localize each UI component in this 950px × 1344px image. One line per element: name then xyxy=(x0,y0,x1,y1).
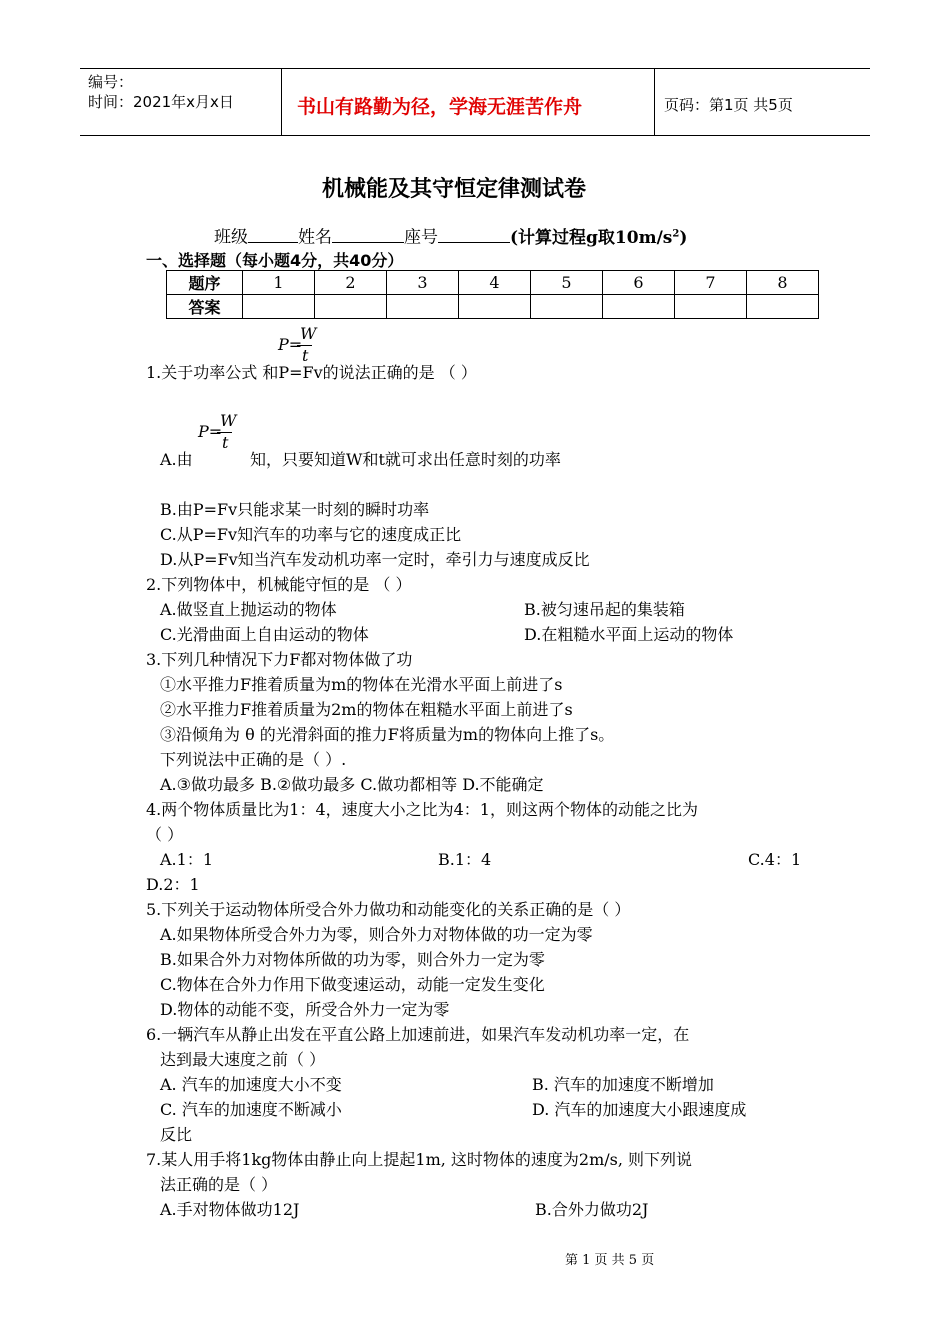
answer-cell[interactable] xyxy=(531,295,603,319)
table-label-answer: 答案 xyxy=(167,295,243,319)
header-time-label: 时间：2021年x月x日 xyxy=(88,93,234,111)
q5-option-a: A.如果物体所受合外力为零，则合外力对物体做的功一定为零 xyxy=(160,925,593,944)
q5-option-d: D.物体的动能不变，所受合外力一定为零 xyxy=(160,1000,450,1019)
question-2: 2.下列物体中，机械能守恒的是 （ ） xyxy=(146,575,412,594)
q3-prompt: 下列说法中正确的是（ ）. xyxy=(160,750,347,769)
power-formula: P= W t xyxy=(278,324,317,365)
q6-option-d: D. 汽车的加速度大小跟速度成 xyxy=(532,1100,747,1119)
q1-option-d: D.从P=Fv知当汽车发动机功率一定时，牵引力与速度成反比 xyxy=(160,550,590,569)
class-blank[interactable] xyxy=(248,242,298,243)
q2-option-b: B.被匀速吊起的集装箱 xyxy=(524,600,685,619)
answer-table xyxy=(166,270,819,319)
q3-options: A.③做功最多 B.②做功最多 C.做功都相等 D.不能确定 xyxy=(160,775,544,794)
page-footer: 第 1 页 共 5 页 xyxy=(565,1253,655,1268)
answer-cell[interactable] xyxy=(747,295,819,319)
question-5: 5.下列关于运动物体所受合外力做功和动能变化的关系正确的是（ ） xyxy=(146,900,631,919)
q4-paren: （ ） xyxy=(146,825,184,844)
page-title: 机械能及其守恒定律测试卷 xyxy=(322,177,587,202)
q5-option-b: B.如果合外力对物体所做的功为零，则合外力一定为零 xyxy=(160,950,545,969)
header-divider-right xyxy=(654,68,655,135)
q1-option-a-post: 知，只要知道W和t就可求出任意时刻的功率 xyxy=(250,450,561,469)
header-motto: 书山有路勤为径，学海无涯苦作舟 xyxy=(297,96,583,118)
table-cell-number: 3 xyxy=(387,271,459,295)
header-page-label: 页码：第1页 共5页 xyxy=(664,96,793,114)
q7-option-a: A.手对物体做功12J xyxy=(160,1200,300,1219)
student-info-line xyxy=(214,224,687,248)
table-cell-number: 2 xyxy=(315,271,387,295)
answer-cell[interactable] xyxy=(387,295,459,319)
class-label: 班级 xyxy=(214,227,248,248)
q7-option-b: B.合外力做功2J xyxy=(535,1200,649,1219)
header-number-label: 编号： xyxy=(88,73,134,91)
question-6: 6.一辆汽车从静止出发在平直公路上加速前进，如果汽车发动机功率一定，在 xyxy=(146,1025,690,1044)
table-row xyxy=(167,295,819,319)
q2-option-c: C.光滑曲面上自由运动的物体 xyxy=(160,625,369,644)
answer-cell[interactable] xyxy=(603,295,675,319)
q2-option-a: A.做竖直上抛运动的物体 xyxy=(160,600,337,619)
answer-cell[interactable] xyxy=(675,295,747,319)
header-top-border xyxy=(80,68,870,69)
q4-option-a: A.1：1 xyxy=(160,850,214,869)
answer-cell[interactable] xyxy=(459,295,531,319)
answer-cell[interactable] xyxy=(243,295,315,319)
table-cell-number: 1 xyxy=(243,271,315,295)
question-1: 1.关于功率公式 和P=Fv的说法正确的是 （ ） xyxy=(146,363,477,382)
q1-option-a-pre: A.由 xyxy=(160,450,193,469)
q6-option-a: A. 汽车的加速度大小不变 xyxy=(160,1075,342,1094)
q3-case-1: ①水平推力F推着质量为m的物体在光滑水平面上前进了s xyxy=(160,675,563,694)
header-bottom-border xyxy=(80,135,870,136)
q6-option-d-cont: 反比 xyxy=(160,1125,193,1144)
question-6-cont: 达到最大速度之前（ ） xyxy=(160,1050,326,1069)
header-divider-left xyxy=(281,68,282,135)
question-3: 3.下列几种情况下力F都对物体做了功 xyxy=(146,650,413,669)
section-heading: 一、选择题（每小题4分，共40分） xyxy=(146,251,404,270)
q3-case-3: ③沿倾角为 θ 的光滑斜面的推力F将质量为m的物体向上推了s。 xyxy=(160,725,615,744)
q1-option-b: B.由P=Fv只能求某一时刻的瞬时功率 xyxy=(160,500,430,519)
q5-option-c: C.物体在合外力作用下做变速运动，动能一定发生变化 xyxy=(160,975,545,994)
power-formula: P= W t xyxy=(198,411,237,452)
q3-case-2: ②水平推力F推着质量为2m的物体在粗糙水平面上前进了s xyxy=(160,700,573,719)
name-blank[interactable] xyxy=(332,242,404,243)
table-cell-number: 8 xyxy=(747,271,819,295)
seat-label: 座号 xyxy=(404,227,438,248)
q1-option-c: C.从P=Fv知汽车的功率与它的速度成正比 xyxy=(160,525,462,544)
table-label-number: 题序 xyxy=(167,271,243,295)
q4-option-c: C.4：1 xyxy=(748,850,802,869)
table-cell-number: 6 xyxy=(603,271,675,295)
q6-option-c: C. 汽车的加速度不断减小 xyxy=(160,1100,342,1119)
answer-cell[interactable] xyxy=(315,295,387,319)
table-cell-number: 7 xyxy=(675,271,747,295)
gravity-note: (计算过程g取$10m/s^2$) xyxy=(510,227,688,248)
q4-option-b: B.1：4 xyxy=(438,850,492,869)
q6-option-b: B. 汽车的加速度不断增加 xyxy=(532,1075,714,1094)
q4-option-d: D.2：1 xyxy=(146,875,200,894)
question-4: 4.两个物体质量比为1：4，速度大小之比为4：1，则这两个物体的动能之比为 xyxy=(146,800,698,819)
table-cell-number: 4 xyxy=(459,271,531,295)
question-7-cont: 法正确的是（ ） xyxy=(160,1175,278,1194)
q2-option-d: D.在粗糙水平面上运动的物体 xyxy=(524,625,734,644)
question-7: 7.某人用手将1kg物体由静止向上提起1m, 这时物体的速度为2m/s, 则下列说 xyxy=(146,1150,693,1169)
name-label: 姓名 xyxy=(298,227,332,248)
table-cell-number: 5 xyxy=(531,271,603,295)
seat-blank[interactable] xyxy=(438,242,510,243)
table-row xyxy=(167,271,819,295)
